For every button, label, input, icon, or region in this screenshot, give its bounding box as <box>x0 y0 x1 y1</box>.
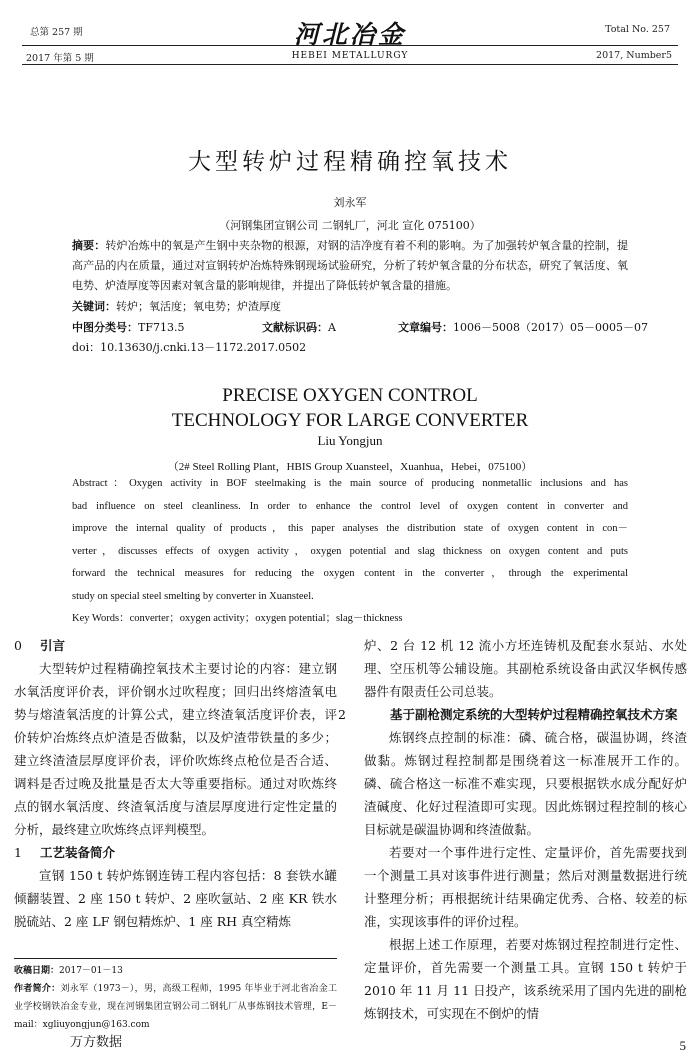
paragraph-endpoint-standard: 炼钢终点控制的标准：磷、硫合格，碳温协调，终渣做黏。炼钢过程控制都是围绕着这一标准展开工作的。磷、硫合格这一标准不难实现，只要根据铁水成分配好炉渣碱度、化好过程渣即可实现。因此炼钢过程控制的核心目标就是碳温协调和终渣做黏。 <box>364 730 687 837</box>
author-bio-text: 刘永军（1973－），男，高级工程师，1995 年毕业于河北省冶金工业学校钢铁冶金专业，现在河钢集团宣钢公司二钢轧厂从事炼钢技术管理，E－mail：xgliuyongjun@163.com <box>14 984 337 1030</box>
paragraph-measurement-tool: 根据上述工作原理，若要对炼钢过程控制进行定性、定量评价，首先需要一个测量工具。宣钢 150 t 转炉于 2010 年 11 月 11 日投产，该系统采用了国内先进的副枪炼钢技术，可实现在不倒炉的情 <box>364 937 687 1021</box>
section-number: 0 <box>14 638 22 653</box>
footnote <box>14 962 337 1034</box>
received-date <box>14 962 337 980</box>
abstract-en <box>72 473 628 631</box>
clc-label: 中图分类号： <box>72 321 138 334</box>
received-label: 收稿日期： <box>14 966 60 976</box>
article-title-cn: 大型转炉过程精确控氧技术 <box>188 149 512 175</box>
keywords-en: Key Words：converter；oxygen activity；oxygen potential；slag－thickness <box>72 613 403 624</box>
paragraph-evaluation-method: 若要对一个事件进行定性、定量评价，首先需要找到一个测量工具对该事件进行测量；然后对测量数据进行统计整理分析；再根据统计结果确定优秀、合格、较差的标准，实现该事件的评价过程。 <box>364 845 687 929</box>
footnote-rule <box>14 958 337 959</box>
keywords-cn-text: 转炉；氧活度；氧电势；炉渣厚度 <box>116 300 281 313</box>
issue-cn: 总第 257 期 <box>30 27 83 38</box>
author-bio-label: 作者简介： <box>14 984 61 994</box>
section-title: 引言 <box>40 638 66 653</box>
abstract-en-line: forward the technical measures for reducing the oxygen content in the converter，through the experimental <box>72 568 628 579</box>
author-en: Liu Yongjun <box>317 433 383 448</box>
paragraph-continued: 炉、2 台 12 机 12 流小方坯连铸机及配套水泵站、水处理、空压机等公辅设施。其副枪系统设备由武汉华枫传感器件有限责任公司总装。 <box>364 638 687 699</box>
header-rule-top <box>22 45 678 46</box>
document-code <box>262 318 336 338</box>
doi: doi：10.13630/j.cnki.13－1172.2017.0502 <box>72 341 307 354</box>
paragraph-equipment: 宣钢 150 t 转炉炼钢连铸工程内容包括：8 套铁水罐倾翻装置、2 座 150 t 转炉、2 座吹氩站、2 座 KR 铁水脱硫站、2 座 LF 钢包精炼炉、1 座 RH 真空精炼 <box>14 868 337 929</box>
abstract-en-line: verter，discusses effects of oxygen activity，oxygen potential and slag thickness on oxygen content and puts <box>72 545 628 557</box>
abstract-en-line: bad influence on steel cleanliness. In order to enhance the control level of oxygen content in converter and <box>72 500 628 512</box>
abstract-en-line: study on special steel smelting by converter in Xuansteel. <box>72 590 314 602</box>
doc-code-label: 文献标识码： <box>262 321 328 334</box>
section-heading-2 <box>338 703 687 726</box>
section-number: 1 <box>14 845 22 860</box>
abstract-cn <box>72 236 628 296</box>
abstract-en-line: Abstract：Oxygen activity in BOF steelmaking is the main source of producing nonmetallic inclusions and has <box>72 478 628 489</box>
abstract-cn-label: 摘要： <box>72 239 106 252</box>
left-column <box>14 634 337 933</box>
affiliation-en: （2# Steel Rolling Plant，HBIS Group Xuansteel，Xuanhua，Hebei，075100） <box>167 461 533 473</box>
author-cn: 刘永军 <box>333 196 367 209</box>
article-title-en-line2: TECHNOLOGY FOR LARGE CONVERTER <box>171 410 529 431</box>
abstract-en-line: improve the internal quality of products，this paper analyses the distribution state of oxygen content in con－ <box>72 523 628 534</box>
clc-value: TF713.5 <box>138 321 185 334</box>
header-rule-bottom <box>22 64 678 65</box>
article-number-label: 文章编号： <box>398 321 453 334</box>
article-number-value: 1006－5008（2017）05－0005－07 <box>453 321 648 334</box>
journal-name-en: HEBEI METALLURGY <box>291 51 409 61</box>
doc-code-value: A <box>328 321 336 334</box>
section-number: 2 <box>338 707 346 722</box>
year-issue-cn: 2017 年第 5 期 <box>26 53 94 64</box>
keywords-cn-label: 关键词： <box>72 300 116 313</box>
journal-name-cn: 河北冶金 <box>293 20 406 49</box>
section-heading-1 <box>14 841 337 864</box>
section-title: 基于副枪测定系统的大型转炉过程精确控氧技术方案 <box>390 707 678 722</box>
article-title-en-line1: PRECISE OXYGEN CONTROL <box>222 385 478 406</box>
received-value: 2017－01－13 <box>59 966 123 976</box>
section-title: 工艺装备简介 <box>40 845 116 860</box>
author-bio <box>14 980 337 1034</box>
paragraph-introduction: 大型转炉过程精确控氧技术主要讨论的内容：建立钢水氧活度评价表，评价钢水过吹程度；回归出终熔渣氧电势与熔渣氧活度的计算公式，建立终渣氧活度评价表，评价转炉冶炼终点炉渣是否做黏，以及炉渣带铁量的多少；建立终渣渣层厚度评价表，评价吹炼终点枪位是否合适、调料是否过晚及批量是否太大等重要指标。通过对吹炼终点的钢水氧活度、终渣氧活度与渣层厚度进行定性定量的分析，最终建立吹炼终点评判模型。 <box>14 661 337 837</box>
right-column <box>338 634 687 1025</box>
section-heading-0 <box>14 634 337 657</box>
affiliation-cn: （河钢集团宣钢公司 二钢轧厂，河北 宣化 075100） <box>219 219 481 232</box>
keywords-cn <box>72 297 628 317</box>
total-number: Total No. 257 <box>605 24 670 35</box>
year-number: 2017, Number5 <box>596 50 672 61</box>
watermark: 万方数据 <box>70 1035 123 1050</box>
abstract-cn-text: 转炉冶炼中的氧是产生钢中夹杂物的根源，对钢的洁净度有着不利的影响。为了加强转炉氧含量的控制，提高产品的内在质量，通过对宣钢转炉冶炼特殊钢现场试验研究，分析了转炉氧含量的分布状态，研究了氧活度、氧电势、炉渣厚度等因素对氧含量的影响规律，并提出了降低转炉氧含量的措施。 <box>72 239 629 292</box>
article-number <box>398 318 648 338</box>
clc-number <box>72 318 184 338</box>
page-number: 5 <box>679 1038 686 1053</box>
